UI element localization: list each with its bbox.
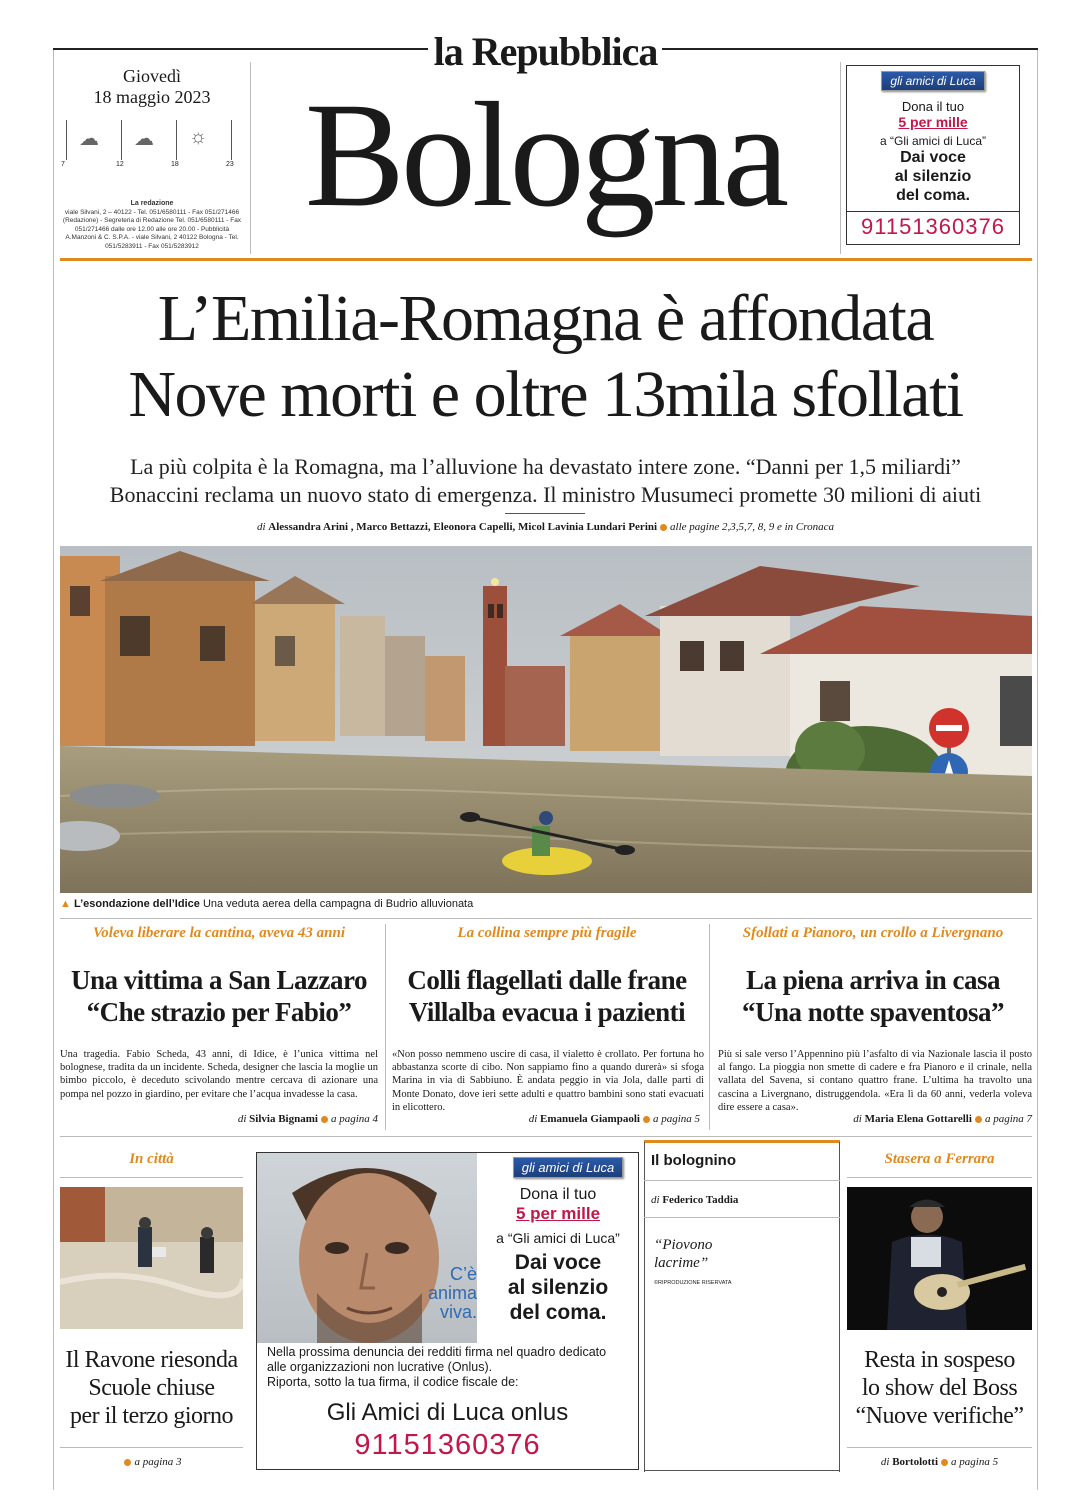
orange-dot-icon bbox=[321, 1116, 328, 1123]
ad-fine-print bbox=[267, 1345, 632, 1390]
box-headline-line2[interactable]: lo show del Boss bbox=[861, 1375, 1018, 1401]
masthead-divider bbox=[250, 62, 251, 254]
weather-slot bbox=[226, 120, 234, 168]
ad-five-per-mille-bottom[interactable] bbox=[256, 1152, 639, 1470]
triangle-icon: ▲ bbox=[60, 898, 71, 910]
sig-prefix: di bbox=[853, 1113, 862, 1125]
amici-di-luca-logo: gli amici di Luca bbox=[513, 1157, 624, 1178]
flood-street-illustration bbox=[60, 546, 1032, 893]
box-page-ref[interactable] bbox=[60, 1456, 243, 1468]
ad-five-per-mille-top[interactable] bbox=[846, 65, 1020, 245]
issue-date: 18 maggio 2023 bbox=[93, 87, 211, 107]
section-rule bbox=[60, 1136, 1032, 1137]
ad-slogan: Dai voce bbox=[900, 149, 966, 166]
column-byline bbox=[651, 1194, 738, 1206]
caption-title: L’esondazione dell’Idice bbox=[73, 898, 200, 910]
sig-page[interactable]: a pagina 5 bbox=[652, 1113, 700, 1125]
ad-slogan: Dai voce bbox=[514, 1251, 602, 1274]
weather-slot bbox=[171, 120, 221, 168]
ad-line: a “Gli amici di Luca” bbox=[879, 134, 987, 148]
sig-author: Bortolotti bbox=[892, 1456, 939, 1468]
cloud-icon: ☁ bbox=[134, 128, 154, 150]
sun-icon: ☼ bbox=[189, 126, 208, 148]
orange-rule bbox=[644, 1140, 840, 1143]
ad-slogan: del coma. bbox=[509, 1301, 607, 1324]
story-body: «Non posso nemmeno uscire di casa, il vialetto è crollato. Per fortuna ho abbastanza scorte di cibo. Non sappiamo fino a quando durerà» si sfoga Marina in via di Sabbiuno. È andata peggio in via Jola, dalle parti di Monte Donato, dove ieri sette adulti e quattro bambini sono stati evacuati in elicottero. bbox=[392, 1049, 704, 1113]
sig-author: Silvia Bignami bbox=[249, 1113, 318, 1125]
byline-prefix: di bbox=[651, 1194, 660, 1206]
rights-notice: ©RIPRODUZIONE RISERVATA bbox=[654, 1280, 732, 1286]
sig-prefix: di bbox=[880, 1456, 890, 1468]
story-headline-line2[interactable]: Villalba evacua i pazienti bbox=[408, 997, 686, 1027]
main-deck-line2: Bonaccini reclama un nuovo stato di emergenza. Il ministro Musumeci promette 30 milioni di aiuti bbox=[109, 482, 982, 507]
cloud-icon: ☁ bbox=[79, 128, 99, 150]
weather-slot bbox=[61, 120, 111, 168]
ad-highlight: 5 per mille bbox=[898, 114, 968, 130]
sig-prefix: di bbox=[528, 1113, 538, 1125]
sig-page[interactable]: a pagina 4 bbox=[330, 1113, 378, 1125]
orange-dot-icon bbox=[660, 524, 667, 531]
main-headline-line1[interactable]: L’Emilia-Romagna è affondata bbox=[157, 282, 934, 355]
newspaper-brand[interactable]: la Repubblica bbox=[433, 29, 658, 74]
page-ref-text: a pagina 5 bbox=[951, 1456, 999, 1468]
weather-temp: 12 bbox=[116, 161, 124, 168]
section-rule bbox=[60, 918, 1032, 919]
ad-line: Dona il tuo bbox=[901, 99, 965, 114]
ad-tag-line: viva. bbox=[439, 1302, 477, 1322]
ad-tagline bbox=[407, 1265, 477, 1322]
box-rule bbox=[644, 1180, 840, 1181]
box-border bbox=[644, 1470, 840, 1471]
box-kicker: In città bbox=[129, 1151, 174, 1167]
masthead-divider bbox=[840, 62, 841, 254]
box-kicker: Stasera a Ferrara bbox=[884, 1151, 995, 1167]
flood-photo[interactable] bbox=[60, 546, 1032, 893]
ad-tax-code: 91151360376 bbox=[847, 211, 1019, 240]
weather-temp: 23 bbox=[226, 161, 234, 168]
story-signature bbox=[60, 1113, 378, 1125]
box-headline-line1[interactable]: Resta in sospeso bbox=[864, 1347, 1015, 1373]
sig-page[interactable]: a pagina 7 bbox=[984, 1113, 1032, 1125]
ad-tag-line: anima bbox=[427, 1283, 477, 1303]
story-headline-line2[interactable]: “Una notte spaventosa” bbox=[741, 997, 1005, 1027]
box-rule bbox=[60, 1177, 243, 1178]
byline-author: Federico Taddia bbox=[662, 1194, 739, 1206]
orange-dot-icon bbox=[643, 1116, 650, 1123]
box-headline-line2[interactable]: Scuole chiuse bbox=[88, 1375, 215, 1401]
ad-slogan: al silenzio bbox=[894, 168, 972, 185]
column-title[interactable]: Il bolognino bbox=[651, 1152, 736, 1169]
redazione-text: viale Silvani, 2 – 40122 - Tel. 051/6580111 - Fax 051/271466 (Redazione) - Segreteria di Redazione Tel. 051/6580111 - Fax 051/271466 dalle ore 12.00 alle ore 20.00 - Pubblicità A.Manzoni & C. S.P.A. - viale Silvani, 2 40122 Bologna - Tel. 051/5283911 - Fax 051/5283912 bbox=[62, 208, 242, 250]
box-headline-line1[interactable]: Il Ravone riesonda bbox=[65, 1347, 238, 1373]
orange-dot-icon bbox=[941, 1459, 948, 1466]
ad-line: Dona il tuo bbox=[519, 1186, 597, 1203]
box-headline-line3[interactable]: per il terzo giorno bbox=[69, 1403, 234, 1429]
weather-temp: 7 bbox=[61, 161, 65, 168]
ad-line: a “Gli amici di Luca” bbox=[496, 1230, 620, 1246]
box-border bbox=[839, 1142, 840, 1472]
edition-city-title[interactable]: Bologna bbox=[304, 72, 786, 238]
orange-rule bbox=[60, 258, 1032, 261]
date-block bbox=[62, 66, 242, 108]
story-headline-line2[interactable]: “Che strazio per Fabio” bbox=[86, 997, 352, 1027]
byline-prefix: di bbox=[256, 521, 266, 533]
street-flood-illustration bbox=[60, 1187, 243, 1329]
ad-tax-code: 91151360376 bbox=[354, 1429, 541, 1461]
box-rule bbox=[847, 1447, 1032, 1448]
main-byline bbox=[0, 521, 1091, 533]
ad-text-block bbox=[479, 1157, 637, 1325]
box-headline-line3[interactable]: “Nuove verifiche” bbox=[855, 1403, 1024, 1429]
orange-dot-icon bbox=[124, 1459, 131, 1466]
caption-text: Una veduta aerea della campagna di Budrio alluvionata bbox=[202, 898, 474, 910]
concert-photo[interactable] bbox=[847, 1187, 1032, 1330]
sig-author: Emanuela Giampaoli bbox=[540, 1113, 640, 1125]
story-body: Una tragedia. Fabio Scheda, 43 anni, di Idice, è l’unica vittima nel bolognese, tradita da un incidente. Scheda, designer che lascia la moglie un bimbo piccolo, è deceduto scivolando mentre cercava di azionare una pompa nel pozzo in giardino, per evitare che l’acqua invadesse la casa. bbox=[60, 1049, 378, 1100]
box-rule bbox=[644, 1217, 840, 1218]
redazione-title: La redazione bbox=[130, 200, 174, 207]
story-kicker: Voleva liberare la cantina, aveva 43 anni bbox=[92, 925, 346, 941]
story-kicker: Sfollati a Pianoro, un crollo a Livergnano bbox=[742, 925, 1004, 941]
ad-slogan: al silenzio bbox=[507, 1276, 609, 1299]
column-quote[interactable] bbox=[654, 1236, 712, 1272]
sig-prefix: di bbox=[237, 1113, 247, 1125]
ad-tag-line: C’è bbox=[449, 1264, 477, 1284]
ad-fine-line: alle organizzazioni non lucrative (Onlus). bbox=[267, 1360, 493, 1374]
photo-caption bbox=[60, 898, 473, 910]
box-page-ref[interactable] bbox=[847, 1456, 1032, 1468]
weekday: Giovedì bbox=[123, 66, 181, 86]
story-body: Più si sale verso l’Appennino più l’asfalto di via Nazionale lascia il posto al fango. La pioggia non smette di cadere e fra Pianoro e il crinale, nella vallata del Savena, si contano quattro frane. L’ultima ha travolto una cascina a Livergnano, distruggendola. «Era lì da 60 anni, vederla voleva dire essere a casa». bbox=[718, 1049, 1032, 1113]
weather-strip bbox=[61, 120, 242, 168]
singer-guitar-illustration bbox=[847, 1187, 1032, 1330]
frame-left bbox=[53, 50, 54, 1490]
story-headline-line1[interactable]: La piena arriva in casa bbox=[745, 965, 1000, 995]
story-signature bbox=[390, 1113, 700, 1125]
box-border bbox=[644, 1142, 645, 1472]
quote-line: lacrime” bbox=[654, 1255, 709, 1271]
story-kicker: La collina sempre più fragile bbox=[457, 925, 637, 941]
story-signature bbox=[714, 1113, 1032, 1125]
ad-highlight: 5 per mille bbox=[515, 1204, 601, 1223]
frame-right bbox=[1037, 50, 1038, 1490]
story-headline-line1[interactable]: Una vittima a San Lazzaro bbox=[71, 965, 367, 995]
weather-temp: 18 bbox=[171, 161, 179, 168]
orange-dot-icon bbox=[975, 1116, 982, 1123]
page-ref-text: a pagina 3 bbox=[134, 1456, 182, 1468]
byline-pages: alle pagine 2,3,5,7, 8, 9 e in Cronaca bbox=[670, 521, 835, 533]
main-deck-line1: La più colpita è la Romagna, ma l’alluvione ha devastato intere zone. “Danni per 1,5 miliardi” bbox=[130, 454, 961, 479]
ad-organization: Gli Amici di Luca onlus bbox=[326, 1399, 569, 1426]
main-headline-line2[interactable]: Nove morti e oltre 13mila sfollati bbox=[128, 358, 963, 431]
sig-author: Maria Elena Gottarelli bbox=[864, 1113, 972, 1125]
deck-separator bbox=[505, 513, 585, 514]
column-divider bbox=[709, 924, 710, 1130]
ad-fine-line: Nella prossima denuncia dei redditi firma nel quadro dedicato bbox=[267, 1345, 607, 1359]
byline-names: Alessandra Arini , Marco Bettazzi, Eleonora Capelli, Micol Lavinia Lundari Perini bbox=[268, 521, 658, 533]
amici-di-luca-logo: gli amici di Luca bbox=[881, 71, 984, 91]
quote-line: “Piovono bbox=[654, 1237, 713, 1253]
ad-fine-line: Riporta, sotto la tua firma, il codice fiscale de: bbox=[267, 1375, 519, 1389]
redazione-info bbox=[62, 200, 242, 251]
story-headline-line1[interactable]: Colli flagellati dalle frane bbox=[407, 965, 687, 995]
ravone-photo[interactable] bbox=[60, 1187, 243, 1329]
weather-slot bbox=[116, 120, 166, 168]
box-rule bbox=[60, 1447, 243, 1448]
ad-slogan: del coma. bbox=[896, 187, 970, 204]
column-divider bbox=[385, 924, 386, 1130]
box-rule bbox=[847, 1177, 1032, 1178]
